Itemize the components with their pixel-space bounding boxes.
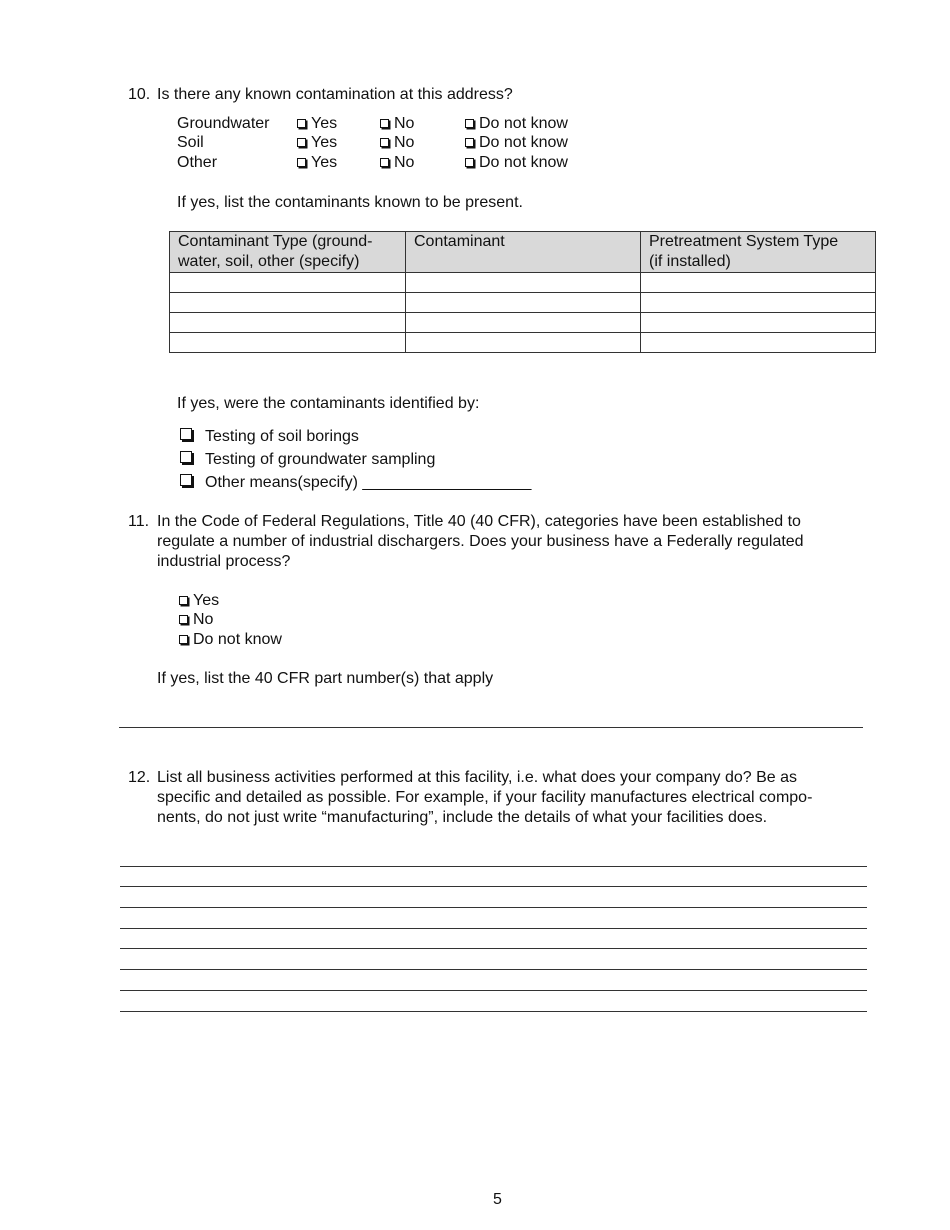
contaminant-table [169,231,876,353]
table-cell[interactable] [641,293,876,313]
identified-by-prompt: If yes, were the contaminants identified by: [177,395,480,412]
question-number: 11. [128,513,150,530]
answer-line[interactable] [120,948,867,949]
question-text: Is there any known contamination at this address? [157,86,513,103]
option-no[interactable]: No [179,610,213,630]
option-yes[interactable]: Yes [297,153,337,173]
option-no[interactable]: No [380,153,414,173]
method-other-means[interactable]: Other means(specify) ___________________ [180,473,192,493]
option-do-not-know[interactable]: Do not know [465,114,568,134]
checkbox-icon [465,119,474,128]
option-no[interactable]: No [380,114,414,134]
row-label: Groundwater [177,115,270,132]
table-cell[interactable] [170,273,406,293]
checkbox-icon [465,158,474,167]
table-cell[interactable] [406,293,641,313]
table-row [170,273,876,293]
option-yes[interactable]: Yes [297,114,337,134]
question-text: List all business activities performed at this facility, i.e. what does your company do? Be as specific and detailed as possible. For example, if your facility manufactures electrical compo- nents, do not just write “manufacturing”, include the details of what your facilities does. [157,769,813,826]
table-cell[interactable] [406,313,641,333]
answer-line[interactable] [120,866,867,867]
checkbox-icon [380,158,389,167]
header-contaminant-type: Contaminant Type (ground- water, soil, other (specify) [170,232,406,273]
answer-line[interactable] [120,928,867,929]
cfr-part-prompt: If yes, list the 40 CFR part number(s) that apply [157,670,494,687]
option-no[interactable]: No [380,133,414,153]
option-yes[interactable]: Yes [297,133,337,153]
checkbox-icon [297,138,306,147]
checkbox-icon [380,138,389,147]
checkbox-icon [297,158,306,167]
checkbox-icon [180,428,192,440]
table-cell[interactable] [406,273,641,293]
table-header-row [170,232,876,273]
checkbox-icon [179,635,188,644]
checkbox-icon [465,138,474,147]
checkbox-icon [179,596,188,605]
table-cell[interactable] [170,313,406,333]
cfr-answer-line[interactable] [119,727,863,728]
table-cell[interactable] [170,333,406,353]
option-do-not-know[interactable]: Do not know [465,133,568,153]
method-groundwater-sampling[interactable]: Testing of groundwater sampling [180,450,192,470]
checkbox-icon [380,119,389,128]
table-cell[interactable] [406,333,641,353]
checkbox-icon [179,615,188,624]
question-text: In the Code of Federal Regulations, Title 40 (40 CFR), categories have been established to regulate a number of industrial dischargers. Does your business have a Federally regulated industrial process? [157,513,804,570]
table-row [170,293,876,313]
option-do-not-know[interactable]: Do not know [179,630,282,650]
question-number: 10. [128,86,151,103]
row-label: Other [177,154,218,171]
table-cell[interactable] [641,273,876,293]
table-cell[interactable] [641,313,876,333]
checkbox-icon [180,451,192,463]
table-row [170,333,876,353]
answer-line[interactable] [120,1011,867,1012]
answer-line[interactable] [120,886,867,887]
option-do-not-know[interactable]: Do not know [465,153,568,173]
answer-line[interactable] [120,907,867,908]
answer-line[interactable] [120,990,867,991]
checkbox-icon [297,119,306,128]
table-cell[interactable] [170,293,406,313]
row-label: Soil [177,134,204,151]
checkbox-icon [180,474,192,486]
answer-line[interactable] [120,969,867,970]
method-soil-borings[interactable]: Testing of soil borings [180,427,192,447]
header-contaminant: Contaminant [406,232,641,273]
table-row [170,313,876,333]
option-yes[interactable]: Yes [179,591,219,611]
table-cell[interactable] [641,333,876,353]
header-pretreatment-system: Pretreatment System Type (if installed) [641,232,876,273]
list-contaminants-prompt: If yes, list the contaminants known to be present. [177,194,523,211]
page-number: 5 [493,1191,502,1208]
question-number: 12. [128,769,151,786]
